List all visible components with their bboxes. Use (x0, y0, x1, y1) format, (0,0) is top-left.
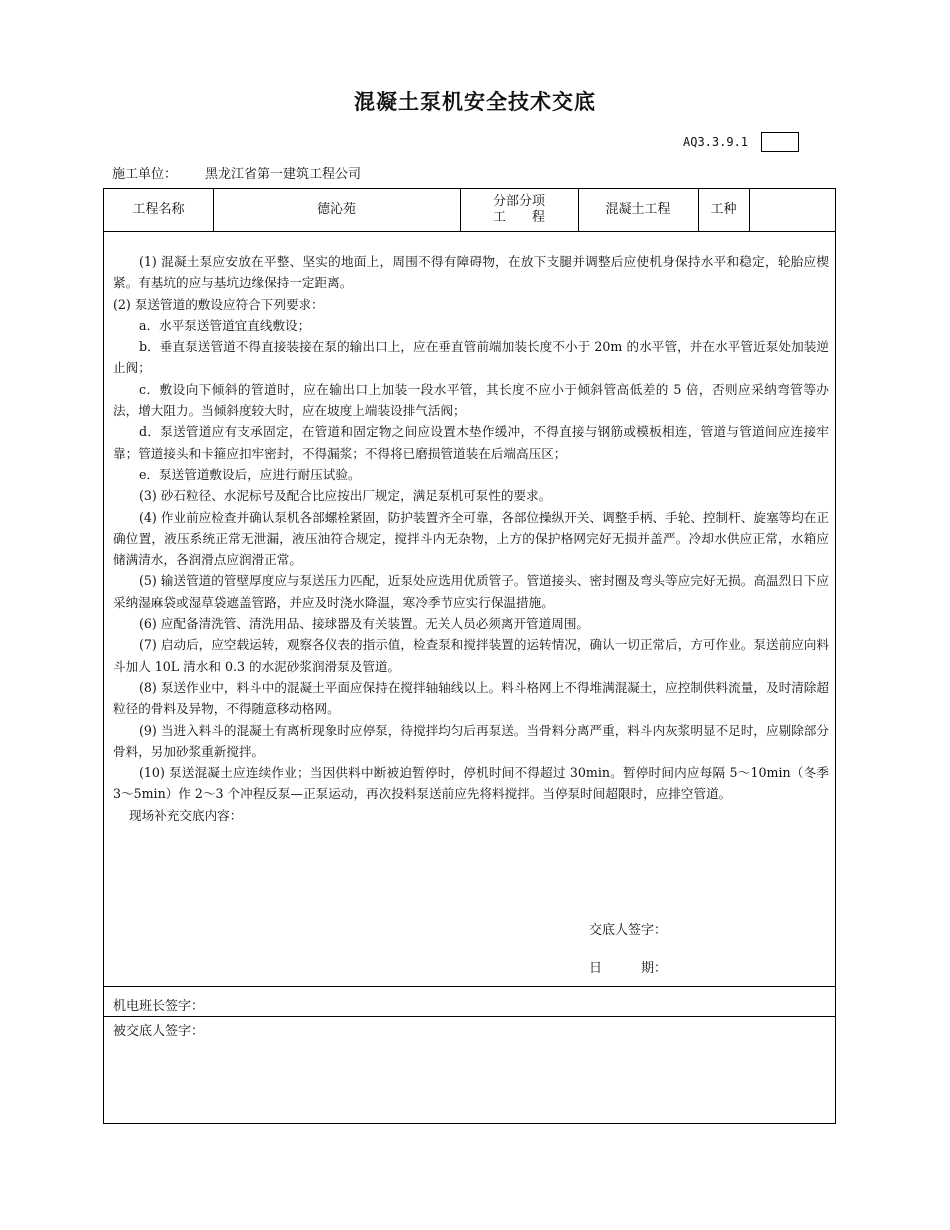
content-paragraph: c．敷设向下倾斜的管道时，应在输出口上加装一段水平管，其长度不应小于倾斜管高低差的 5 倍，否则应采纳弯管等办法，增大阻力。当倾斜度较大时，应在坡度上端装设排气活阀； (113, 381, 829, 419)
content-paragraph: d．泵送管道应有支承固定，在管道和固定物之间应设置木垫作缓冲，不得直接与钢筋或模板相连，管道与管道间应连接牢靠；管道接头和卡箍应扣牢密封，不得漏浆；不得将已磨损管道装在后端高压区； (113, 424, 829, 461)
content-paragraph: (7) 启动后，应空载运转，观察各仪表的指示值，检查泵和搅拌装置的运转情况，确认一切正常后，方可作业。泵送前应向料斗加人 10L 清水和 0.3 的水泥砂浆润滑泵及管道。 (113, 637, 829, 674)
table-divider (104, 231, 835, 232)
project-name-label: 工程名称 (132, 202, 185, 217)
form-number-box[interactable] (761, 132, 799, 152)
briefer-signature-label: 交底人签字： (589, 923, 668, 938)
content-paragraph: (3) 砂石粒径、水泥标号及配合比应按出厂规定，满足泵机可泵性的要求。 (139, 488, 552, 504)
briefing-content (113, 251, 829, 826)
sub-item-value: 混凝土工程 (605, 202, 671, 217)
recipient-signature-label: 被交底人签字： (113, 1024, 205, 1039)
content-paragraph: e．泵送管道敷设后，应进行耐压试验。 (139, 466, 361, 482)
sub-item-label-line2: 工 程 (492, 210, 545, 225)
content-paragraph: (1) 混凝土泵应安放在平整、坚实的地面上，周围不得有障碍物，在放下支腿并调整后应使机身保持水平和稳定，轮胎应楔紧。有基坑的应与基坑边缘保持一定距离。 (113, 254, 829, 291)
table-divider (104, 986, 835, 987)
work-type-value[interactable] (749, 189, 835, 231)
construction-unit-label: 施工单位： (112, 167, 178, 182)
work-type-label: 工种 (710, 202, 737, 217)
content-paragraph: (6) 应配备清洗管、清洗用品、接球器及有关装置。无关人员必须离开管道周围。 (139, 616, 590, 632)
briefing-form-table (103, 188, 836, 1124)
document-title: 混凝土泵机安全技术交底 (354, 90, 596, 114)
content-paragraph: (2) 泵送管道的敷设应符合下列要求： (113, 296, 324, 312)
electrical-leader-signature-label: 机电班长签字： (113, 999, 205, 1014)
sub-item-label (460, 189, 578, 231)
supplement-label: 现场补充交底内容： (129, 807, 243, 823)
content-paragraph: (10) 泵送混凝土应连续作业；当因供料中断被迫暂停时，停机时间不得超过 30min。暂停时间内应每隔 5～10min（冬季 3～5min）作 2～3 个冲程反泵—正泵运动，再次投料泵送前应先将料搅拌。当停泵时间超限时，应排空管道。 (113, 765, 829, 802)
content-paragraph: (5) 输送管道的管壁厚度应与泵送压力匹配，近泵处应选用优质管子。管道接头、密封圈及弯头等应完好无损。高温烈日下应采纳湿麻袋或湿草袋遮盖管路，并应及时浇水降温，寒冷季节应实行保温措施。 (113, 573, 829, 610)
date-label: 日 期： (589, 961, 668, 976)
construction-unit-value: 黑龙江省第一建筑工程公司 (205, 167, 362, 182)
content-paragraph: b．垂直泵送管道不得直接装接在泵的输出口上，应在垂直管前端加装长度不小于 20m 的水平管，并在水平管近泵处加装逆止阀； (113, 339, 829, 376)
project-name-value: 德沁苑 (316, 202, 356, 217)
table-divider (104, 1016, 835, 1017)
content-paragraph: (4) 作业前应检查并确认泵机各部螺栓紧固，防护装置齐全可靠，各部位操纵开关、调整手柄、手轮、控制杆、旋塞等均在正确位置，液压系统正常无泄漏，液压油符合规定，搅拌斗内无杂物，上方的保护格网完好无损并盖严。冷却水供应正常，水箱应储满清水，各润滑点应润滑正常。 (113, 509, 829, 568)
content-paragraph: (8) 泵送作业中，料斗中的混凝土平面应保持在搅拌轴轴线以上。料斗格网上不得堆满混凝土，应控制供料流量，及时清除超粒径的骨料及异物，不得随意移动格网。 (113, 679, 829, 717)
sub-item-label-line1: 分部分项 (492, 194, 545, 209)
form-code: AQ3.3.9.1 (683, 135, 749, 149)
content-paragraph: (9) 当进入料斗的混凝土有离析现象时应停泵，待搅拌均匀后再泵送。当骨料分离严重，料斗内灰浆明显不足时，应剔除部分骨料，另加砂浆重新搅拌。 (113, 722, 829, 759)
content-paragraph: a．水平泵送管道宜直线敷设； (139, 317, 311, 333)
